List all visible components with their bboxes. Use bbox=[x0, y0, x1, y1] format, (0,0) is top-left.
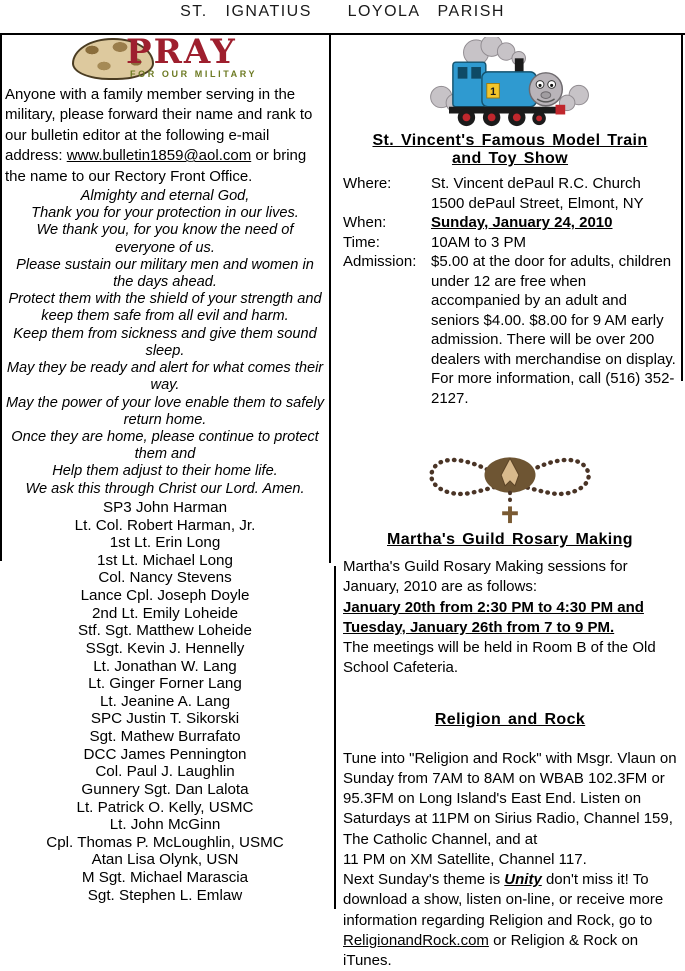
prayer-line: We ask this through Christ our Lord. Amen. bbox=[5, 481, 325, 498]
religion-and-rock-heading: Religion and Rock bbox=[343, 711, 677, 729]
service-members-list bbox=[5, 499, 325, 904]
religion-p2-middle: don't miss it! To download a show, listen on-line, or receive more information regarding Religion and Rock, go to bbox=[343, 871, 663, 929]
service-member-name: M Sgt. Michael Marascia bbox=[5, 869, 325, 887]
prayer-line: Keep them from sickness and give them sound sleep. bbox=[5, 326, 325, 360]
religion-and-rock-link[interactable]: ReligionandRock.com bbox=[343, 932, 489, 949]
svg-text:1: 1 bbox=[490, 86, 496, 98]
service-member-name: Cpl. Thomas P. McLoughlin, USMC bbox=[5, 834, 325, 852]
martha-guild-text bbox=[343, 557, 677, 679]
service-member-name: Col. Nancy Stevens bbox=[5, 569, 325, 587]
left-border-line bbox=[0, 33, 2, 561]
when-label: When: bbox=[343, 213, 431, 233]
service-member-name: Lt. Patrick O. Kelly, USMC bbox=[5, 799, 325, 817]
religion-paragraph-2 bbox=[343, 870, 677, 971]
prayer-line: May they be ready and alert for what comes their way. bbox=[5, 360, 325, 394]
pray-for-our-military-image bbox=[72, 38, 258, 80]
service-member-name: Col. Paul J. Laughlin bbox=[5, 763, 325, 781]
service-member-name: Lt. John McGinn bbox=[5, 816, 325, 834]
page-title: ST. IGNATIUS LOYOLA PARISH bbox=[0, 3, 685, 21]
top-rule-divider bbox=[0, 33, 685, 35]
service-member-name: SPC Justin T. Sikorski bbox=[5, 710, 325, 728]
when-value: Sunday, January 24, 2010 bbox=[431, 213, 677, 233]
service-member-name: Lance Cpl. Joseph Doyle bbox=[5, 587, 325, 605]
service-member-name: 1st Lt. Erin Long bbox=[5, 534, 325, 552]
religion-paragraph-1 bbox=[343, 749, 677, 871]
left-column bbox=[5, 37, 325, 904]
religion-p2-before-unity: Next Sunday's theme is bbox=[343, 871, 504, 888]
intro-text-after-link: or bring the name to our Rectory Front Office. bbox=[5, 147, 306, 184]
service-member-name: Lt. Jonathan W. Lang bbox=[5, 658, 325, 676]
service-member-name: Stf. Sgt. Matthew Loheide bbox=[5, 622, 325, 640]
service-member-name: Atan Lisa Olynk, USN bbox=[5, 851, 325, 869]
service-member-name: SSgt. Kevin J. Hennelly bbox=[5, 640, 325, 658]
admission-value: $5.00 at the door for adults, children under 12 are free when accompanied by an adult and seniors $4.00. $8.00 for 9 AM early admission. There will be over 200 dealers with merchandise on display. For more information, call (516) 352-2127. bbox=[431, 252, 677, 408]
military-intro-paragraph bbox=[5, 85, 325, 187]
prayer-line: Thank you for your protection in our lives. bbox=[5, 205, 325, 222]
unity-theme-text: Unity bbox=[504, 871, 542, 888]
where-label: Where: bbox=[343, 174, 431, 213]
service-member-name: Sgt. Stephen L. Emlaw bbox=[5, 887, 325, 905]
service-member-name: Lt. Col. Robert Harman, Jr. bbox=[5, 517, 325, 535]
time-value: 10AM to 3 PM bbox=[431, 233, 677, 253]
prayer-line: We thank you, for you know the need of everyone of us. bbox=[5, 222, 325, 256]
service-member-name: DCC James Pennington bbox=[5, 746, 325, 764]
pray-logo-subtitle: FOR OUR MILITARY bbox=[130, 69, 257, 79]
rosary-icon bbox=[405, 424, 615, 527]
right-border-line bbox=[681, 33, 683, 381]
where-value-line1: St. Vincent dePaul R.C. Church bbox=[431, 174, 677, 194]
where-value-line2: 1500 dePaul Street, Elmont, NY bbox=[431, 194, 677, 214]
prayer-line: Almighty and eternal God, bbox=[5, 188, 325, 205]
train-show-details bbox=[343, 174, 677, 408]
service-member-name: 1st Lt. Michael Long bbox=[5, 552, 325, 570]
military-prayer bbox=[5, 188, 325, 498]
service-member-name: 2nd Lt. Emily Loheide bbox=[5, 605, 325, 623]
column-divider-upper bbox=[329, 33, 331, 563]
service-member-name: SP3 John Harman bbox=[5, 499, 325, 517]
prayer-line: Once they are home, please continue to protect them and bbox=[5, 429, 325, 463]
religion-p1-part-a: Tune into "Religion and Rock" with Msgr. Vlaun on Sunday from 7AM to 8AM on WBAB 102.3FM or 95.3FM on Long Island's East End. Listen on Saturdays at 11PM on Sirius Radio, Channel 159, The Catholic Channel, and at bbox=[343, 750, 677, 848]
service-member-name: Sgt. Mathew Burrafato bbox=[5, 728, 325, 746]
martha-intro: Martha's Guild Rosary Making sessions for January, 2010 are as follows: bbox=[343, 557, 677, 598]
intro-text-before-link: Anyone with a family member serving in the military, please forward their name and rank to our bulletin editor at the following e-mail address: bbox=[5, 86, 312, 164]
service-member-name: Gunnery Sgt. Dan Lalota bbox=[5, 781, 325, 799]
prayer-line: Protect them with the shield of your strength and keep them safe from all evil and harm. bbox=[5, 291, 325, 325]
admission-label: Admission: bbox=[343, 252, 431, 408]
religion-p1-part-b: 11 PM on XM Satellite, Channel 117. bbox=[343, 851, 587, 868]
prayer-line: May the power of your love enable them to safely return home. bbox=[5, 395, 325, 429]
prayer-line: Help them adjust to their home life. bbox=[5, 463, 325, 480]
martha-location: The meetings will be held in Room B of the Old School Cafeteria. bbox=[343, 638, 677, 679]
train-icon bbox=[423, 37, 598, 129]
pray-logo-word: PRAY bbox=[126, 34, 237, 70]
right-column bbox=[343, 37, 677, 971]
religion-p2-after-link: or Religion & Rock on iTunes. bbox=[343, 932, 638, 969]
bulletin-email-link[interactable]: www.bulletin1859@aol.com bbox=[67, 147, 252, 164]
religion-and-rock-text bbox=[343, 749, 677, 971]
service-member-name: Lt. Ginger Forner Lang bbox=[5, 675, 325, 693]
column-divider-lower bbox=[334, 566, 336, 909]
train-show-heading: St. Vincent's Famous Model Train and Toy Show bbox=[360, 132, 660, 168]
prayer-line: Please sustain our military men and women in the days ahead. bbox=[5, 257, 325, 291]
martha-guild-heading: Martha's Guild Rosary Making bbox=[343, 531, 677, 549]
time-label: Time: bbox=[343, 233, 431, 253]
service-member-name: Lt. Jeanine A. Lang bbox=[5, 693, 325, 711]
martha-schedule: January 20th from 2:30 PM to 4:30 PM and Tuesday, January 26th from 7 to 9 PM. bbox=[343, 598, 677, 639]
where-value bbox=[431, 174, 677, 213]
